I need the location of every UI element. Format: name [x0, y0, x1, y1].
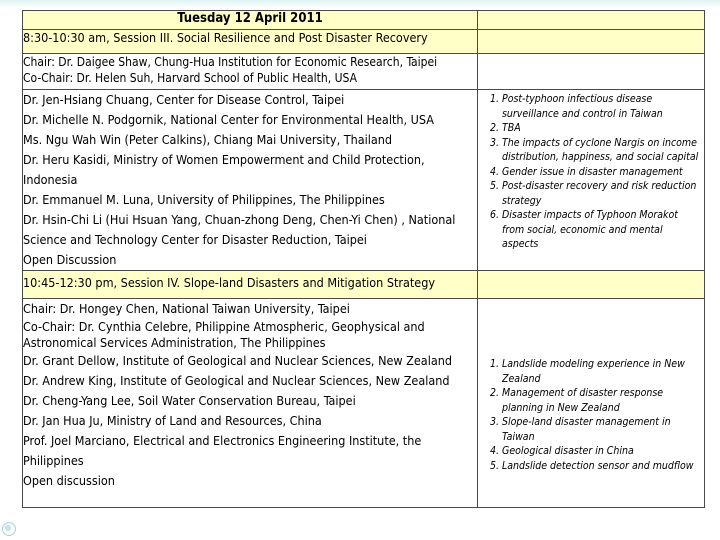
- cochair-item: Co-Chair: Dr. Cynthia Celebre, Philippine Atmospheric, Geophysical and Astronomical Services Administration, The Philippines: [23, 319, 425, 350]
- slide-decoration-icon: [2, 522, 16, 536]
- topic-item: 6. Disaster impacts of Typhoon Morakot from social, economic and mental aspects: [502, 208, 700, 252]
- session4-speakers: [23, 299, 478, 508]
- session4-title: 10:45-12:30 pm, Session IV. Slope-land Disasters and Mitigation Strategy: [23, 271, 478, 299]
- date-row: [23, 11, 705, 30]
- session3-chair-blank: [478, 54, 705, 90]
- chair-item: Chair: Dr. Hongey Chen, National Taiwan University, Taipei: [23, 301, 350, 316]
- topic-item: 3. The impacts of cyclone Nargis on income distribution, happiness, and social capital: [502, 136, 700, 165]
- session4-title-blank: [478, 271, 705, 299]
- topic-item: 1. Post-typhoon infectious disease surveillance and control in Taiwan: [502, 92, 700, 121]
- session3-title-blank: [478, 30, 705, 54]
- topic-item: 2. Management of disaster response planning in New Zealand: [502, 386, 700, 415]
- session3-topics: [478, 92, 704, 252]
- speaker-item: Dr. Emmanuel M. Luna, University of Philippines, The Philippines: [23, 192, 385, 207]
- speaker-item: Dr. Heru Kasidi, Ministry of Women Empowerment and Child Protection, Indonesia: [23, 152, 425, 187]
- session3-body-row: [23, 90, 705, 271]
- topic-item: 1. Landslide modeling experience in New Zealand: [502, 357, 700, 386]
- session3-cochair: Co-Chair: Dr. Helen Suh, Harvard School of Public Health, USA: [23, 71, 357, 85]
- topic-item: 5. Post-disaster recovery and risk reduction strategy: [502, 179, 700, 208]
- session3-topics-cell: [478, 90, 705, 271]
- date-header: Tuesday 12 April 2011: [23, 11, 478, 30]
- date-header-blank: [478, 11, 705, 30]
- speaker-item: Dr. Grant Dellow, Institute of Geological and Nuclear Sciences, New Zealand: [23, 353, 452, 368]
- topic-item: 5. Landslide detection sensor and mudflow: [502, 459, 700, 474]
- topic-item: 4. Gender issue in disaster management: [502, 165, 700, 180]
- session3-chairs: [23, 54, 478, 90]
- speaker-item: Dr. Hsin-Chi Li (Hui Hsuan Yang, Chuan-zhong Deng, Chen-Yi Chen) , National Science and Technology Center for Disaster Reduction, Taipei: [23, 212, 456, 247]
- speaker-item: Dr. Jan Hua Ju, Ministry of Land and Resources, China: [23, 413, 322, 428]
- slide-top-band: [0, 0, 720, 8]
- session4-title-row: [23, 271, 705, 299]
- speaker-item: Dr. Andrew King, Institute of Geological and Nuclear Sciences, New Zealand: [23, 373, 450, 388]
- speaker-item: Dr. Michelle N. Podgornik, National Center for Environmental Health, USA: [23, 112, 434, 127]
- session4-topics: [478, 357, 704, 473]
- speaker-item: Open discussion: [23, 473, 115, 488]
- topic-item: 3. Slope-land disaster management in Taiwan: [502, 415, 700, 444]
- topic-item: 4. Geological disaster in China: [502, 444, 700, 459]
- session4-topics-cell: [478, 299, 705, 508]
- session3-speakers: [23, 90, 478, 271]
- speaker-item: Prof. Joel Marciano, Electrical and Electronics Engineering Institute, the Philippines: [23, 433, 422, 468]
- session3-chair: Chair: Dr. Daigee Shaw, Chung-Hua Institution for Economic Research, Taipei: [23, 55, 438, 69]
- speaker-item: Ms. Ngu Wah Win (Peter Calkins), Chiang Mai University, Thailand: [23, 132, 393, 147]
- session3-title: 8:30-10:30 am, Session III. Social Resilience and Post Disaster Recovery: [23, 30, 478, 54]
- schedule-table: [22, 10, 705, 508]
- topic-item: 2. TBA: [502, 121, 700, 136]
- speaker-item: Open Discussion: [23, 252, 117, 267]
- session4-body-row: [23, 299, 705, 508]
- session3-chair-row: [23, 54, 705, 90]
- session3-title-row: [23, 30, 705, 54]
- speaker-item: Dr. Cheng-Yang Lee, Soil Water Conservation Bureau, Taipei: [23, 393, 356, 408]
- speaker-item: Dr. Jen-Hsiang Chuang, Center for Disease Control, Taipei: [23, 92, 345, 107]
